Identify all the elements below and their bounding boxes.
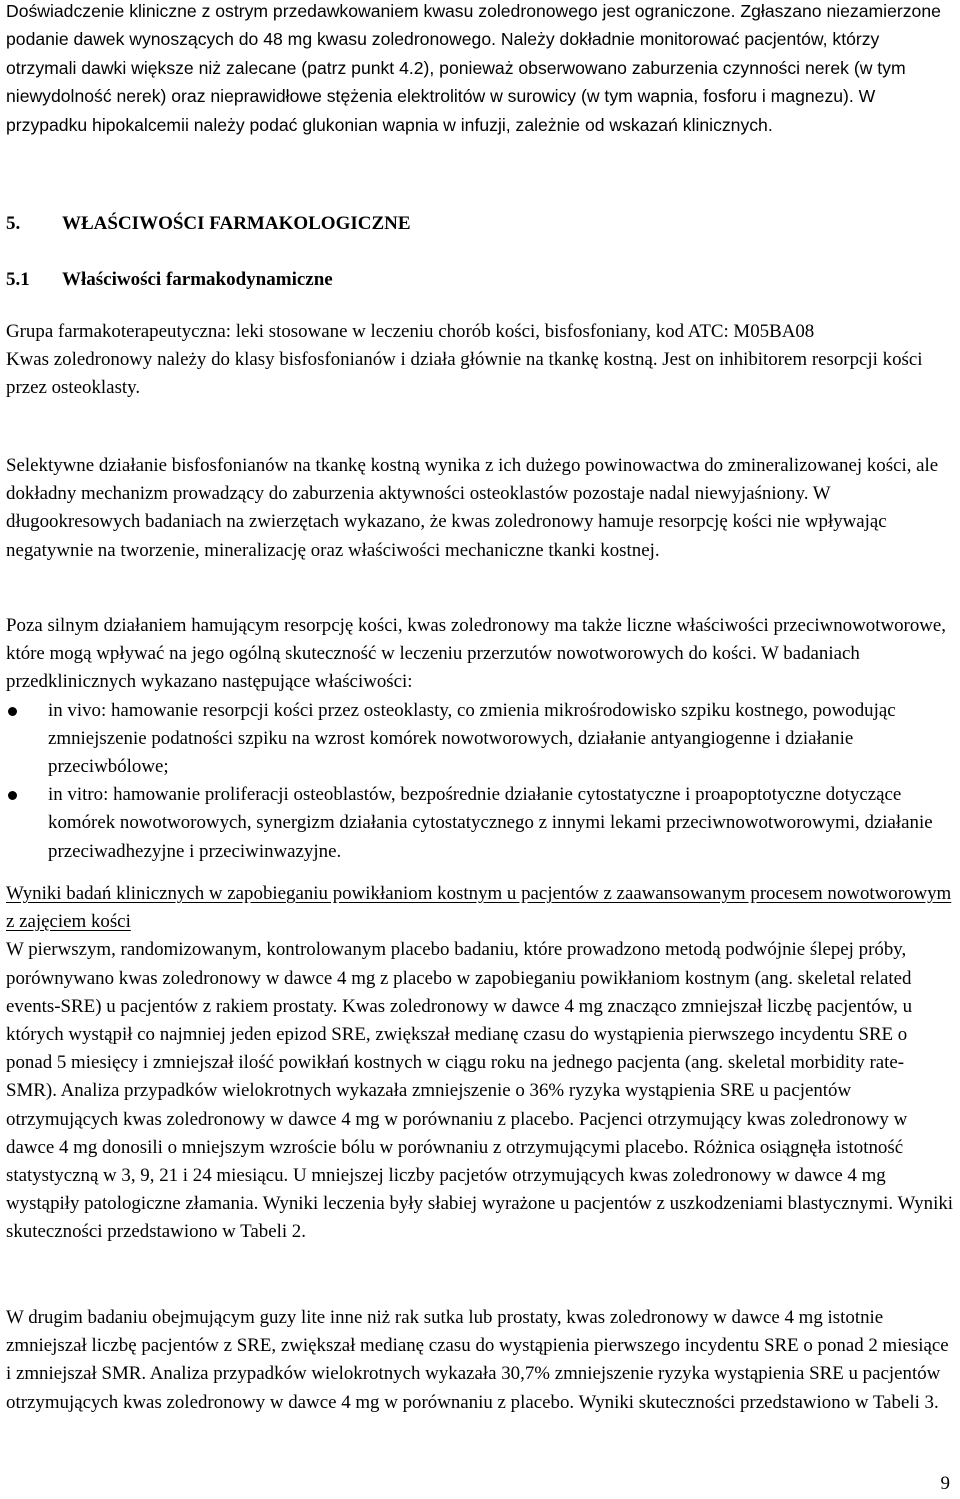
antitumor-block [6,612,954,866]
page-number: 9 [940,1473,950,1494]
pharmacotherapeutic-group: Grupa farmakoterapeutyczna: leki stosowane w leczeniu chorób kości, bisfosfoniany, kod ATC: M05BA08 [6,321,815,342]
list-item-text: in vitro: hamowanie proliferacji osteoblastów, bezpośrednie działanie cytostatyczne i proapoptotyczne dotyczące komórek nowotworowych, synergizm działania cytostatycznego z innymi lekami przeciwnowotworowymi, działanie przeciwadhezyjne i przeciwinwazyjne. [48,784,933,862]
section-5-heading [6,210,411,238]
antitumor-paragraph: Poza silnym działaniem hamującym resorpcję kości, kwas zoledronowy ma także liczne właściwości przeciwnowotworowe, które mogą wpływać na jego ogólną skuteczność w leczeniu przerzutów nowotworowych do kości. W badaniach przedklinicznych wykazano następujące właściwości: [6,615,947,693]
list-item-text: in vivo: hamowanie resorpcji kości przez osteoklasty, co zmienia mikrośrodowisko szpiku kostnego, powodując zmniejszenie podatności szpiku na wzrost komórek nowotworowych, działanie antyangiogenne i działanie przeciwbólowe; [48,699,896,778]
second-study-paragraph: W drugim badaniu obejmującym guzy lite inne niż rak sutka lub prostaty, kwas zoledronowy w dawce 4 mg istotnie zmniejszał liczbę pacjentów z SRE, zwiększał medianę czasu do wystąpienia pierwszego incydentu SRE o ponad 2 miesiące i zmniejszał SMR. Analiza przypadków wielokrotnych wykazała 30,7% zmniejszenie ryzyka wystąpienia SRE u pacjentów otrzymujących kwas zoledronowy w dawce 4 mg w porównaniu z placebo. Wyniki skuteczności przedstawiono w Tabeli 3. [6,1307,949,1413]
selective-action-paragraph: Selektywne działanie bisfosfonianów na tkankę kostną wynika z ich dużego powinowactwa do zmineralizowanej kości, ale dokładny mechanizm prowadzący do zaburzenia aktywności osteoklastów pozostaje nadal niewyjaśniony. W długookresowych badaniach na zwierzętach wykazano, że kwas zoledronowy hamuje resorpcję kości nie wpływając negatywnie na tworzenie, mineralizację oraz właściwości mechaniczne tkanki kostnej. [6,455,939,561]
list-item [6,781,954,866]
first-study-paragraph: W pierwszym, randomizowanym, kontrolowanym placebo badaniu, które prowadzono metodą podwójnie ślepej próby, porównywano kwas zoledronowy w dawce 4 mg z placebo w zapobieganiu powikłaniom kostnym (ang. skeletal related events-SRE) u pacjentów z rakiem prostaty. Kwas zoledronowy w dawce 4 mg znacząco zmniejszał liczbę pacjentów, u których wystąpił co najmniej jeden epizod SRE, zwiększał medianę czasu do wystąpienia pierwszego incydentu SRE o ponad 5 miesięcy i zmniejszał ilość powikłań kostnych w ciągu roku na jednego pacjenta (ang. skeletal morbidity rate-SMR). Analiza przypadków wielokrotnych wykazała zmniejszenie o 36% ryzyka wystąpienia SRE u pacjentów otrzymujących kwas zoledronowy w dawce 4 mg w porównaniu z placebo. Pacjenci otrzymujący kwas zoledronowy w dawce 4 mg donosili o mniejszym wzroście bólu w porównaniu z otrzymującymi placebo. Różnica osiągnęła istotność statystyczną w 3, 9, 21 i 24 miesiącu. U mniejszej liczby pacjetów otrzymujących kwas zoledronowy w dawce 4 mg wystąpiły patologiczne złamania. Wyniki leczenia były słabiej wyrażone u pacjentów z uszkodzeniami blastycznymi. Wyniki skuteczności przedstawiono w Tabeli 2. [6,939,954,1243]
list-item [6,697,954,782]
bullet-icon [8,707,17,716]
pharmacodynamics-intro [6,318,954,403]
section-5-title: WŁAŚCIWOŚCI FARMAKOLOGICZNE [62,213,411,234]
properties-list [6,697,954,866]
clinical-results-block [6,880,954,1247]
intro-paragraph: Doświadczenie kliniczne z ostrym przedawkowaniem kwasu zoledronowego jest ograniczone. Zgłaszano niezamierzone podanie dawek wynoszących do 48 mg kwasu zoledronowego. Należy dokładnie monitorować pacjentów, którzy otrzymali dawki większe niż zalecane (patrz punkt 4.2), ponieważ obserwowano zaburzenia czynności nerek (w tym niewydolność nerek) oraz nieprawidłowe stężenia elektrolitów w surowicy (w tym wapnia, fosforu i magnezu). W przypadku hipokalcemii należy podać glukonian wapnia w infuzji, zależnie od wskazań klinicznych. [6,1,941,135]
section-5-1-heading [6,266,333,294]
zoledronic-acid-class: Kwas zoledronowy należy do klasy bisfosfonianów i działa głównie na tkankę kostną. Jest on inhibitorem resorpcji kości przez osteoklasty. [6,349,923,399]
clinical-results-subheading: Wyniki badań klinicznych w zapobieganiu powikłaniom kostnym u pacjentów z zaawansowanym procesem nowotworowym z zajęciem kości [6,883,952,933]
section-5-1-number: 5.1 [6,269,30,290]
section-5-1-title: Właściwości farmakodynamiczne [62,269,333,290]
bullet-icon [8,791,17,800]
section-5-number: 5. [6,213,21,234]
